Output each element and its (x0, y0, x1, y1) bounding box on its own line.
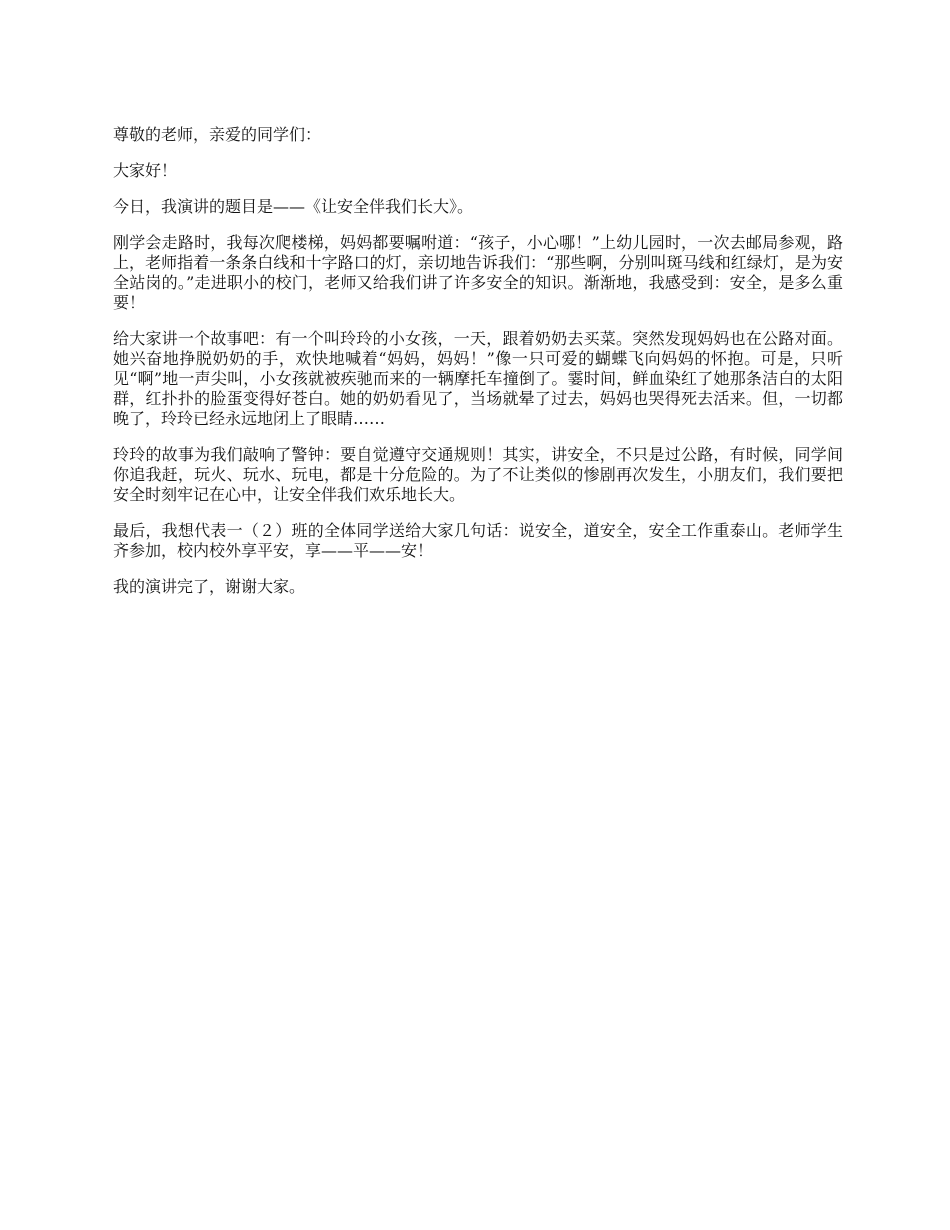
greeting: 大家好！ (113, 161, 178, 180)
salutation: 尊敬的老师，亲爱的同学们： (113, 125, 322, 144)
paragraph-story: 给大家讲一个故事吧：有一个叫玲玲的小女孩，一天，跟着奶奶去买菜。突然发现妈妈也在公路对面。她兴奋地挣脱奶奶的手，欢快地喊着“妈妈，妈妈！”像一只可爱的蝴蝶飞向妈妈的怀抱。可是，只听见“啊”地一声尖叫，小女孩就被疾驰而来的一辆摩托车撞倒了。霎时间，鲜血染红了她那条洁白的太阳群，红扑扑的脸蛋变得好苍白。她的奶奶看见了，当场就晕了过去，妈妈也哭得死去活来。但，一切都晚了，玲玲已经永远地闭上了眼睛…… (113, 329, 843, 428)
paragraph-thanks: 我的演讲完了，谢谢大家。 (113, 577, 306, 596)
paragraph-childhood: 刚学会走路时，我每次爬楼梯，妈妈都要嘱咐道：“孩子，小心哪！”上幼儿园时，一次去邮局参观，路上，老师指着一条条白线和十字路口的灯，亲切地告诉我们：“那些啊，分别叫斑马线和红绿灯，是为安全站岗的。”走进职小的校门，老师又给我们讲了许多安全的知识。渐渐地，我感受到：安全，是多么重要！ (113, 233, 843, 312)
document-body (113, 125, 843, 613)
paragraph-closing-words: 最后，我想代表一（２）班的全体同学送给大家几句话：说安全，道安全，安全工作重泰山。老师学生齐参加，校内校外享平安，享——平——安！ (113, 521, 843, 560)
paragraph-warning: 玲玲的故事为我们敲响了警钟：要自觉遵守交通规则！其实，讲安全，不只是过公路，有时候，同学间你追我赶，玩火、玩水、玩电，都是十分危险的。为了不让类似的惨剧再次发生，小朋友们，我们要把安全时刻牢记在心中，让安全伴我们欢乐地长大。 (113, 445, 843, 504)
speech-title-line: 今日，我演讲的题目是——《让安全伴我们长大》。 (113, 197, 474, 216)
